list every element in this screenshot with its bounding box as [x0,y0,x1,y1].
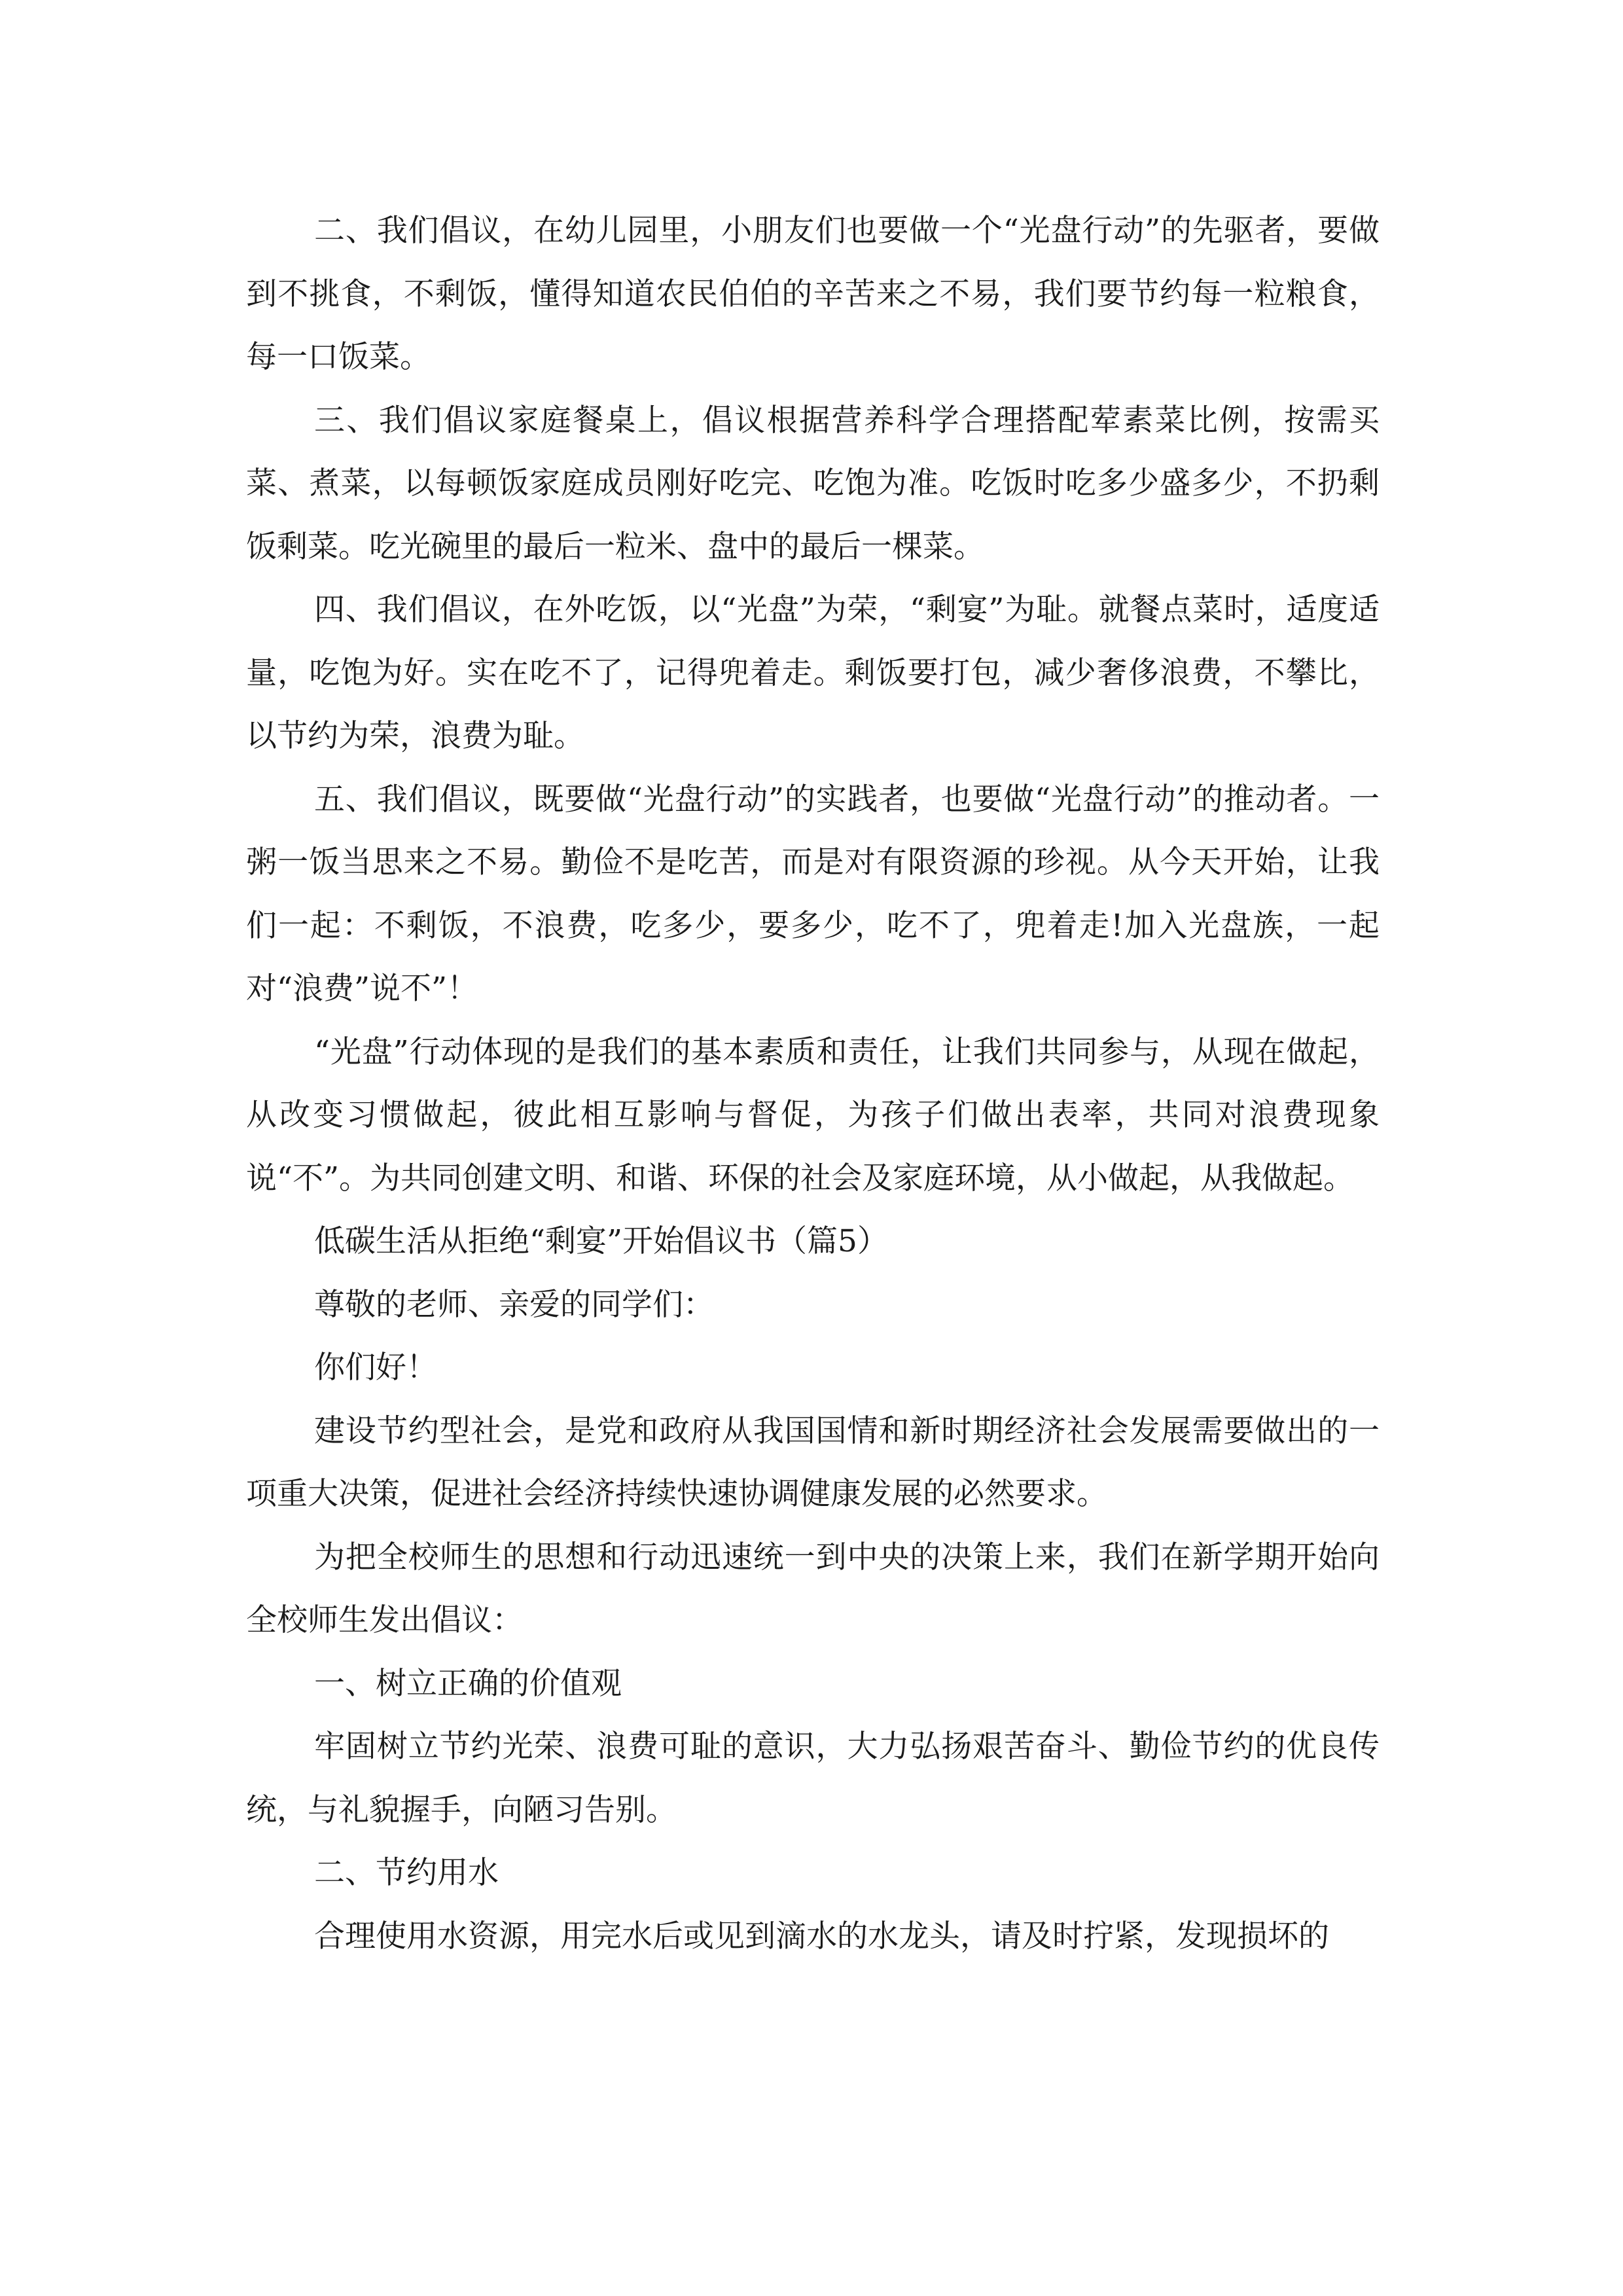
heading-values: 一、树立正确的价值观 [314,1665,622,1702]
paragraph-water: 合理使用水资源，用完水后或见到滴水的水龙头，请及时拧紧，发现损坏的 [314,1918,1329,1954]
paragraph-values: 牢固树立节约光荣、浪费可耻的意识，大力弘扬艰苦奋斗、勤俭节约的优良传统，与礼貌握手，向陋习告别。 [246,1729,1380,1828]
paragraph-proposal-3: 三、我们倡议家庭餐桌上，倡议根据营养科学合理搭配荤素菜比例，按需买菜、煮菜，以每顿饭家庭成员刚好吃完、吃饱为准。吃饭时吃多少盛多少，不扔剩饭剩菜。吃光碗里的最后一粒米、盘中的最后一棵菜。 [246,402,1380,565]
greeting: 你们好！ [314,1350,437,1386]
paragraph-initiative: 为把全校师生的思想和行动迅速统一到中央的决策上来，我们在新学期开始向全校师生发出倡议： [246,1539,1380,1638]
paragraph-proposal-4: 四、我们倡议，在外吃饭，以“光盘”为荣，“剩宴”为耻。就餐点菜时，适度适量，吃饱为好。实在吃不了，记得兜着走。剩饭要打包，减少奢侈浪费，不攀比，以节约为荣，浪费为耻。 [246,592,1380,754]
salutation: 尊敬的老师、亲爱的同学们： [314,1286,714,1323]
document-body [246,200,1380,1968]
paragraph-intro: 建设节约型社会，是党和政府从我国国情和新时期经济社会发展需要做出的一项重大决策，促进社会经济持续快速协调健康发展的必然要求。 [246,1412,1380,1512]
heading-water: 二、节约用水 [314,1855,499,1891]
paragraph-proposal-5: 五、我们倡议，既要做“光盘行动”的实践者，也要做“光盘行动”的推动者。一粥一饭当思来之不易。勤俭不是吃苦，而是对有限资源的珍视。从今天开始，让我们一起：不剩饭，不浪费，吃多少，要多少，吃不了，兜着走!加入光盘族，一起对“浪费”说不”！ [246,781,1380,1007]
paragraph-proposal-2: 二、我们倡议，在幼儿园里，小朋友们也要做一个“光盘行动”的先驱者，要做到不挑食，不剩饭，懂得知道农民伯伯的辛苦来之不易，我们要节约每一粒粮食，每一口饭菜。 [246,213,1380,375]
paragraph-closing: “光盘”行动体现的是我们的基本素质和责任，让我们共同参与，从现在做起，从改变习惯做起，彼此相互影响与督促，为孩子们做出表率，共同对浪费现象说“不”。为共同创建文明、和谐、环保的社会及家庭环境，从小做起，从我做起。 [246,1033,1380,1196]
section-title: 低碳生活从拒绝“剩宴”开始倡议书（篇5） [314,1223,888,1259]
